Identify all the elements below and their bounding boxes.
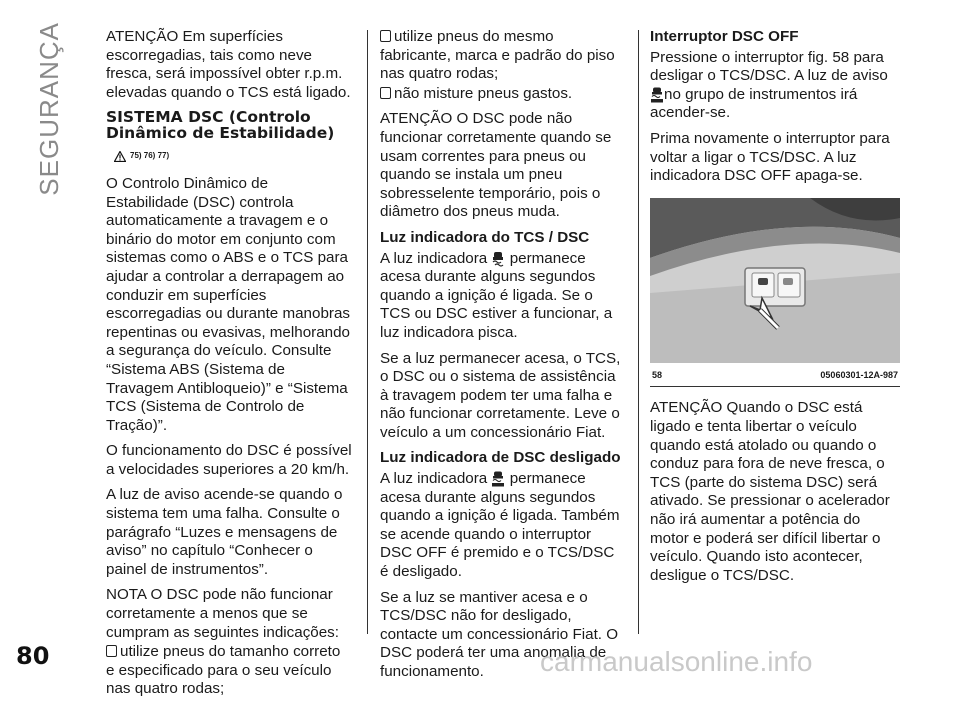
warning-triangle-icon [114, 151, 126, 162]
dashboard-switch-illustration [650, 198, 900, 363]
text-fragment: A luz indicadora [380, 249, 488, 267]
figure-caption [650, 363, 900, 388]
text-fragment: no grupo de instrumentos irá acender-se. [650, 85, 858, 122]
bullet-text: utilize pneus do mesmo fabricante, marca e padrão do piso nas quatro rodas; [380, 28, 615, 83]
text-fragment: permanece acesa durante alguns segundos quando a ignição é ligada. Também se acende quando o interruptor DSC OFF é premido e o TCS/DSC é desligado. [380, 470, 620, 581]
attention-stuck-paragraph: ATENÇÃO Quando o DSC está ligado e tenta libertar o veículo quando está atolado ou quando o conduz para fora de neve fresca, o TCS (parte do sistema DSC) será ativado. Se pressionar o acelerador não irá aumentar a potência do motor e poderá ser difícil libertar o veículo. Quando isto acontecer, desligue o TCS/DSC. [650, 399, 890, 584]
dsc-off-paragraph-2: Se a luz se mantiver acesa e o TCS/DSC não for desligado, contacte um concessionário Fiat. O DSC poderá ter uma anomalia de funcionamento. [380, 588, 619, 680]
column-1 [106, 28, 352, 706]
text-fragment: A luz indicadora [380, 470, 488, 488]
tcs-light-paragraph-2: Se a luz permanecer acesa, o TCS, o DSC ou o sistema de assistência à travagem podem ter uma falha e não funcionar corretamente. Leve o veículo a um concessionário Fiat. [380, 349, 621, 441]
bullet-item [380, 85, 626, 104]
switch-paragraph-1 [650, 49, 900, 123]
dsc-off-indicator-icon [491, 471, 505, 487]
tcs-dsc-indicator-icon [491, 251, 505, 267]
page-number: 80 [16, 642, 50, 670]
bullet-square-icon [380, 87, 391, 99]
column-3 [650, 28, 900, 592]
column-divider [367, 30, 368, 634]
bullet-text: utilize pneus do tamanho correto e especificado para o seu veículo nas quatro rodas; [106, 643, 341, 698]
attention-snow-paragraph: ATENÇÃO Em superfícies escorregadias, tais como neve fresca, será impossível obter r.p.m. elevadas quando o TCS está ligado. [106, 28, 351, 101]
bullet-square-icon [380, 30, 391, 42]
section-title-text: SEGURANÇA [33, 22, 64, 196]
dsc-off-paragraph-1 [380, 470, 626, 582]
bullet-item [106, 643, 352, 699]
dsc-section-heading: SISTEMA DSC (Controlo Dinâmico de Estabilidade) [106, 108, 335, 143]
column-divider [638, 30, 639, 634]
tcs-light-heading: Luz indicadora do TCS / DSC [380, 228, 590, 246]
attention-chains-paragraph: ATENÇÃO O DSC pode não funcionar corretamente quando se usam correntes para pneus ou quando se instala um pneu sobresselente temporário, pois o diâmetro dos pneus muda. [380, 110, 612, 221]
column-2 [380, 28, 626, 689]
figure-number: 58 [652, 369, 663, 380]
bullet-text: não misture pneus gastos. [394, 84, 573, 102]
warning-references [114, 147, 352, 166]
text-fragment: Pressione o interruptor fig. 58 para desligar o TCS/DSC. A luz de aviso [650, 48, 888, 85]
bullet-item [380, 28, 626, 84]
figure-code: 05060301-12A-987 [820, 369, 898, 380]
warning-refs-text: 75) 76) 77) [130, 151, 170, 161]
footer-website-link[interactable]: carmanualsonline.info [540, 646, 813, 677]
tcs-light-paragraph-1 [380, 250, 626, 343]
dsc-intro-paragraph: O Controlo Dinâmico de Estabilidade (DSC) controla automaticamente a travagem e o binário do motor em conjunto com sistemas como o ABS e o TCS para ajudar a controlar a derrapagem ao conduzir em superfícies escorregadias ou durante manobras repentinas ou evasivas, melhorando a segurança do veículo. Consulte “Sistema ABS (Sistema de Travagem Antibloqueio)” e “Sistema TCS (Sistema de Controlo de Tração)”. [106, 174, 350, 434]
warning-light-paragraph: A luz de aviso acende-se quando o sistema tem uma falha. Consulte o parágrafo “Luzes e mensagens de aviso” no capítulo “Conhecer o painel de instrumentos”. [106, 486, 343, 578]
section-title-vertical [14, 22, 84, 196]
text-fragment: permanece acesa durante alguns segundos quando a ignição é ligada. Se o TCS ou DSC estiver a funcionar, a luz indicadora pisca. [380, 249, 613, 341]
dsc-off-light-heading: Luz indicadora de DSC desligado [380, 449, 621, 467]
note-paragraph: NOTA O DSC pode não funcionar corretamente a menos que se cumpram as seguintes indicações: [106, 586, 339, 641]
figure-dsc-switch-photo [650, 198, 900, 363]
switch-heading: Interruptor DSC OFF [650, 28, 799, 45]
switch-paragraph-2: Prima novamente o interruptor para voltar a ligar o TCS/DSC. A luz indicadora DSC OFF apaga-se. [650, 129, 890, 185]
dsc-off-warning-light-icon [650, 87, 664, 103]
dsc-speed-paragraph: O funcionamento do DSC é possível a velocidades superiores a 20 km/h. [106, 442, 352, 478]
bullet-square-icon [106, 645, 117, 657]
